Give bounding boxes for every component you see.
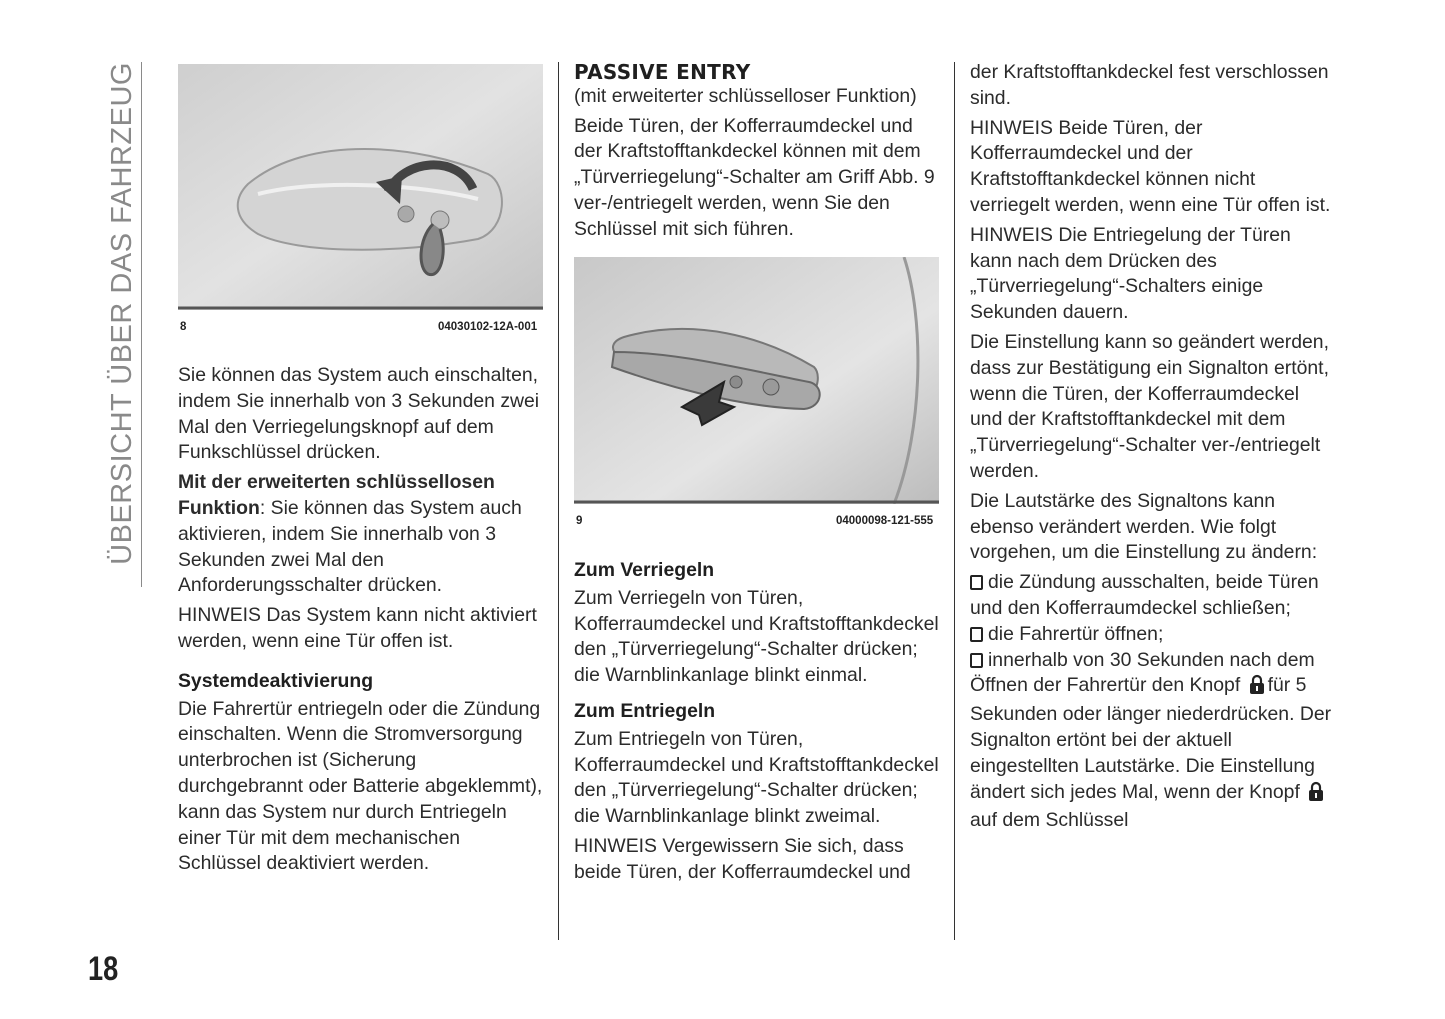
column-1-text — [178, 363, 543, 881]
heading-passive-entry: PASSIVE ENTRY — [574, 60, 751, 84]
heading-systemdeaktivierung: Systemdeaktivierung — [178, 669, 374, 692]
lock-icon — [1249, 674, 1265, 702]
figure-9-image — [574, 257, 939, 504]
col3-paragraph-1: der Kraftstofftankdeckel fest verschlossen sind. — [970, 61, 1329, 109]
heading-zum-entriegeln: Zum Entriegeln — [574, 699, 716, 722]
subheading-passive-entry: (mit erweiterter schlüsselloser Funktion) — [574, 84, 917, 107]
figure-9-number: 9 — [576, 515, 583, 527]
checkbox-bullet-icon — [970, 627, 983, 642]
checkbox-bullet-icon — [970, 653, 983, 668]
bullet-3-text-b: für 5 Sekunden oder länger niederdrücken. Der Signalton ertönt bei der aktuell eingestellten Lautstärke. Die Einstellung ändert sich jedes Mal, wenn der Knopf — [970, 674, 1332, 803]
col3-paragraph-4: Die Einstellung kann so geändert werden, dass zur Bestätigung ein Signalton ertönt, wenn die Türen, der Kofferraumdeckel und der Kraftstofftankdeckel mit dem „Türverriegelung“-Schalter ver-/entriegelt werden. — [970, 330, 1329, 482]
checkbox-bullet-icon — [970, 575, 983, 590]
figure-8-code: 04030102-12A-001 — [438, 321, 538, 333]
col1-hinweis: HINWEIS Das System kann nicht aktiviert werden, wenn eine Tür offen ist. — [178, 604, 537, 652]
col2-hinweis: HINWEIS Vergewissern Sie sich, dass beide Türen, der Kofferraumdeckel und — [574, 834, 911, 883]
col3-paragraph-5: Die Lautstärke des Signaltons kann ebenso verändert werden. Wie folgt vorgehen, um die Einstellung zu ändern: — [970, 489, 1318, 564]
col1-paragraph-2-rest: : Sie können das System auch aktivieren, indem Sie innerhalb von 3 Sekunden zwei Mal den Anforderungsschalter drücken. — [178, 496, 522, 597]
col1-bold-lead: Mit der erweiterten schlüssellosen Funktion — [178, 471, 495, 519]
side-title-rule — [141, 62, 142, 587]
list-item — [970, 648, 1335, 835]
column-2-top-text — [574, 60, 939, 247]
column-2-bottom-text — [574, 550, 939, 890]
figure-8-number: 8 — [180, 321, 187, 333]
list-item — [970, 622, 1335, 648]
heading-zum-verriegeln: Zum Verriegeln — [574, 559, 715, 581]
column-divider-2 — [954, 62, 955, 940]
col2-paragraph-1: Beide Türen, der Kofferraumdeckel und der Kraftstofftankdeckel können mit dem „Türverriegelung“-Schalter am Griff Abb. 9 ver-/entriegelt werden, wenn Sie den Schlüssel mit sich führen. — [574, 114, 935, 240]
column-divider-1 — [558, 62, 559, 940]
bullet-3-text-c: auf dem Schlüssel — [970, 809, 1129, 832]
figure-9-code: 04000098-121-555 — [836, 515, 934, 527]
lock-icon — [1308, 781, 1324, 809]
col1-paragraph-1: Sie können das System auch einschalten, indem Sie innerhalb von 3 Sekunden zwei Mal den Verriegelungsknopf auf dem Funkschlüssel drücken. — [178, 364, 540, 464]
column-3-text — [970, 60, 1335, 834]
bullet-2-text: die Fahrertür öffnen; — [988, 622, 1164, 645]
bullet-3-text-a: innerhalb von 30 Sekunden nach dem Öffnen der Fahrertür den Knopf — [970, 648, 1315, 697]
side-title: ÜBERSICHT ÜBER DAS FAHRZEUG — [106, 62, 138, 565]
list-item — [970, 570, 1335, 622]
col1-paragraph-2 — [178, 470, 543, 599]
col1-paragraph-deaktivierung: Die Fahrertür entriegeln oder die Zündung einschalten. Wenn die Stromversorgung unterbrochen ist (Sicherung durchgebrannt oder Batterie abgeklemmt), kann das System nur durch Entriegeln einer Tür mit dem mechanischen Schlüssel deaktiviert werden. — [178, 697, 543, 875]
bullet-1-text: die Zündung ausschalten, beide Türen und den Kofferraumdeckel schließen; — [970, 571, 1319, 619]
col3-hinweis-2: HINWEIS Die Entriegelung der Türen kann nach dem Drücken des „Türverriegelung“-Schalters einige Sekunden dauern. — [970, 223, 1291, 324]
col2-paragraph-entriegeln: Zum Entriegeln von Türen, Kofferraumdeckel und Kraftstofftankdeckel den „Türverriegelung“-Schalter drücken; die Warnblinkanlage blinkt zweimal. — [574, 727, 939, 828]
col3-hinweis-1: HINWEIS Beide Türen, der Kofferraumdeckel und der Kraftstofftankdeckel können nicht verriegelt werden, wenn eine Tür offen ist. — [970, 116, 1331, 216]
figure-8-image — [178, 64, 543, 310]
page-number: 18 — [88, 950, 119, 988]
col2-paragraph-verriegeln: Zum Verriegeln von Türen, Kofferraumdeckel und Kraftstofftankdeckel den „Türverriegelung“-Schalter drücken; die Warnblinkanlage blinkt einmal. — [574, 586, 939, 687]
